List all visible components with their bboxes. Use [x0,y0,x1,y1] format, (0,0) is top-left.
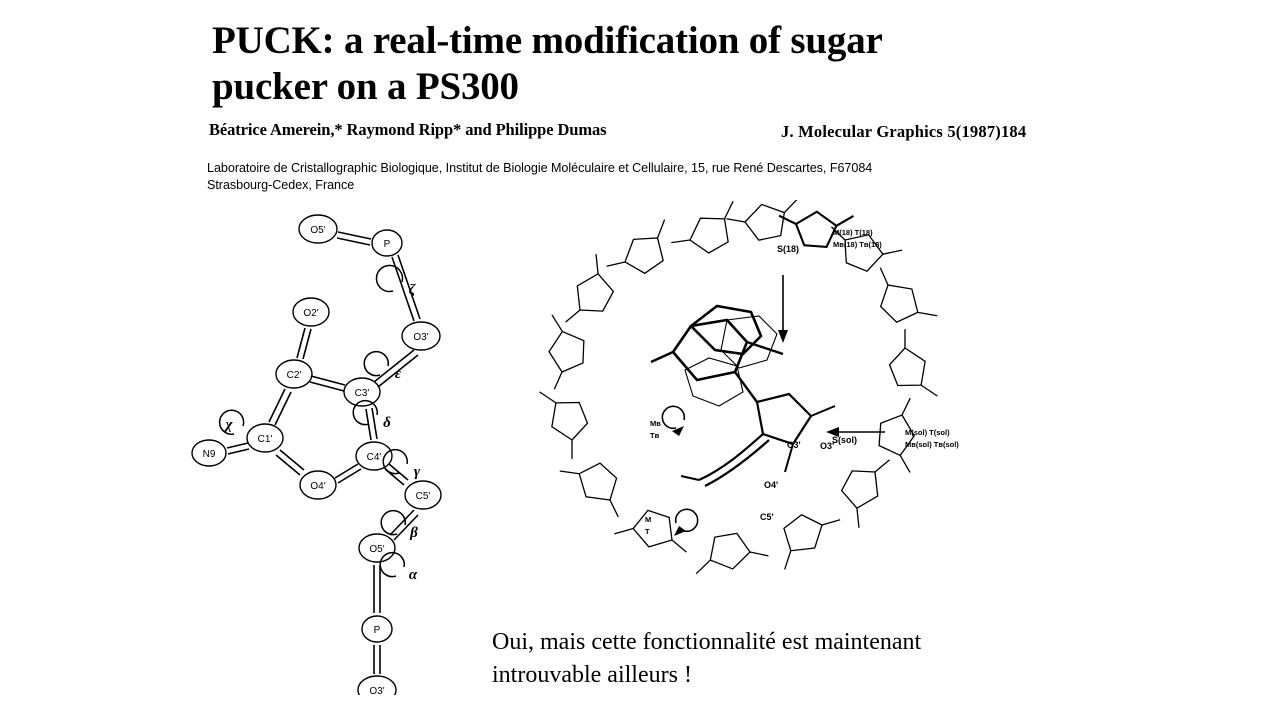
atom-label: O2' [303,308,319,319]
annotation-label: Tʙ [650,431,660,440]
torsion-label: ζ [408,282,416,298]
annotation-label: M(sol) T(sol) [905,428,950,437]
annotation-label: T [645,527,650,536]
atom-label: C4' [366,452,382,463]
annotation-label: C3' [787,440,801,450]
atom-label: P [373,625,381,636]
annotation-label: O3' [820,441,835,451]
annotation-label: S(sol) [832,435,858,445]
annotation-label: Mʙ(sol) Tʙ(sol) [905,440,959,449]
annotation-label: Mʙ [650,419,661,428]
author-list: Béatrice Amerein,* Raymond Ripp* and Philippe Dumas [209,120,607,139]
page-title: PUCK: a real-time modification of sugar pucker on a PS300 [212,19,882,108]
nucleotide-torsion-diagram [0,195,520,695]
atom-labels [203,225,431,695]
atom-label: O3' [369,686,385,695]
torsion-label: β [410,525,418,541]
journal-reference: J. Molecular Graphics 5(1987)184 [781,122,1027,141]
annotation-label: O4' [764,480,779,490]
torsion-label: χ [225,417,233,433]
torsion-label: ε [394,366,402,382]
affiliation-text: Laboratoire de Cristallographic Biologique, Institut de Biologie Moléculaire et Cellulaire, 15, rue René Descartes, F67084 Strasbourg-Cedex, France [207,161,873,192]
atom-label: N9 [202,449,216,460]
atom-label: C3' [354,388,370,399]
atom-label: C1' [257,434,273,445]
figure-area [0,195,1280,695]
torsion-label: δ [383,415,391,431]
central-structure [651,306,835,486]
atom-label: C2' [286,370,302,381]
annotation-label: S(18) [777,244,800,254]
annotation-label: C5' [760,512,774,522]
atom-label: P [383,239,391,250]
atom-label: O5' [369,544,385,555]
ring-ensemble [533,200,944,581]
structure-annotations [645,228,959,536]
annotation-label: M [645,515,652,524]
annotation-label: M(18) T(18) [833,228,873,237]
atom-nodes [192,215,441,695]
annotation-label: Mʙ(18) Tʙ(18) [833,240,882,249]
atom-label: O3' [413,332,429,343]
atom-label: O5' [310,225,326,236]
atom-label: C5' [415,491,431,502]
french-caption: Oui, mais cette fonctionnalité est maintenant introuvable ailleurs ! [492,629,922,688]
flow-arrows [662,275,885,536]
torsion-label: γ [413,464,421,480]
pseudorotation-wheel-diagram [500,200,1060,680]
torsion-label: α [408,567,418,583]
torsion-labels [224,282,421,583]
atom-label: O4' [310,481,326,492]
